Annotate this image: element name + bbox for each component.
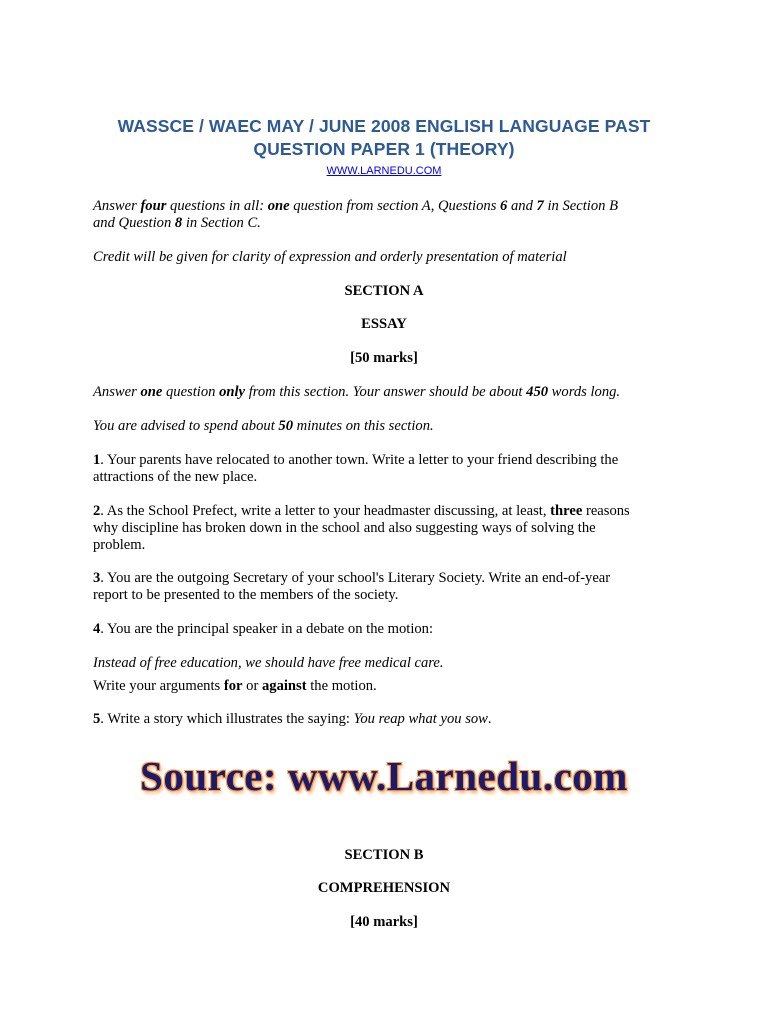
question-4-line-3: Write your arguments for or against the motion. (93, 678, 377, 694)
source-watermark: Source: www.Larnedu.com (140, 753, 628, 799)
question-2: 2. As the School Prefect, write a letter to your headmaster discussing, at least, three reasons (93, 503, 630, 519)
credit-note: Credit will be given for clarity of expression and orderly presentation of material (93, 249, 567, 265)
question-3-line-2: report to be presented to the members of the society. (93, 587, 399, 603)
section-b-subheading: COMPREHENSION (317, 880, 451, 896)
section-b-heading: SECTION B (344, 847, 424, 863)
section-a-heading: SECTION A (344, 283, 424, 299)
question-5: 5. Write a story which illustrates the saying: You reap what you sow. (93, 711, 492, 727)
section-a-marks: [50 marks] (350, 350, 418, 366)
section-a-instruction-1: Answer one question only from this section. Your answer should be about 450 words long. (93, 384, 621, 400)
question-1-line-2: attractions of the new place. (93, 469, 258, 485)
document-title-line-2: QUESTION PAPER 1 (THEORY) (253, 139, 515, 159)
source-link[interactable]: WWW.LARNEDU.COM (326, 165, 442, 177)
question-2-line-2: why discipline has broken down in the school and also suggesting ways of solving the (93, 520, 596, 536)
instructions-line-2: and Question 8 in Section C. (93, 215, 261, 231)
question-4: 4. You are the principal speaker in a debate on the motion: (93, 621, 434, 637)
instructions-line-1: Answer four questions in all: one question from section A, Questions 6 and 7 in Section B (93, 198, 618, 214)
question-1: 1. Your parents have relocated to another town. Write a letter to your friend describing the (93, 452, 619, 468)
question-3: 3. You are the outgoing Secretary of your school's Literary Society. Write an end-of-year (93, 570, 611, 586)
section-a-instruction-2: You are advised to spend about 50 minutes on this section. (93, 418, 434, 434)
section-a-subheading: ESSAY (361, 316, 407, 332)
question-2-line-3: problem. (93, 537, 146, 553)
section-b-marks: [40 marks] (350, 914, 418, 930)
question-4-motion: Instead of free education, we should have free medical care. (93, 655, 444, 671)
document-title-line-1: WASSCE / WAEC MAY / JUNE 2008 ENGLISH LANGUAGE PAST (117, 116, 651, 136)
